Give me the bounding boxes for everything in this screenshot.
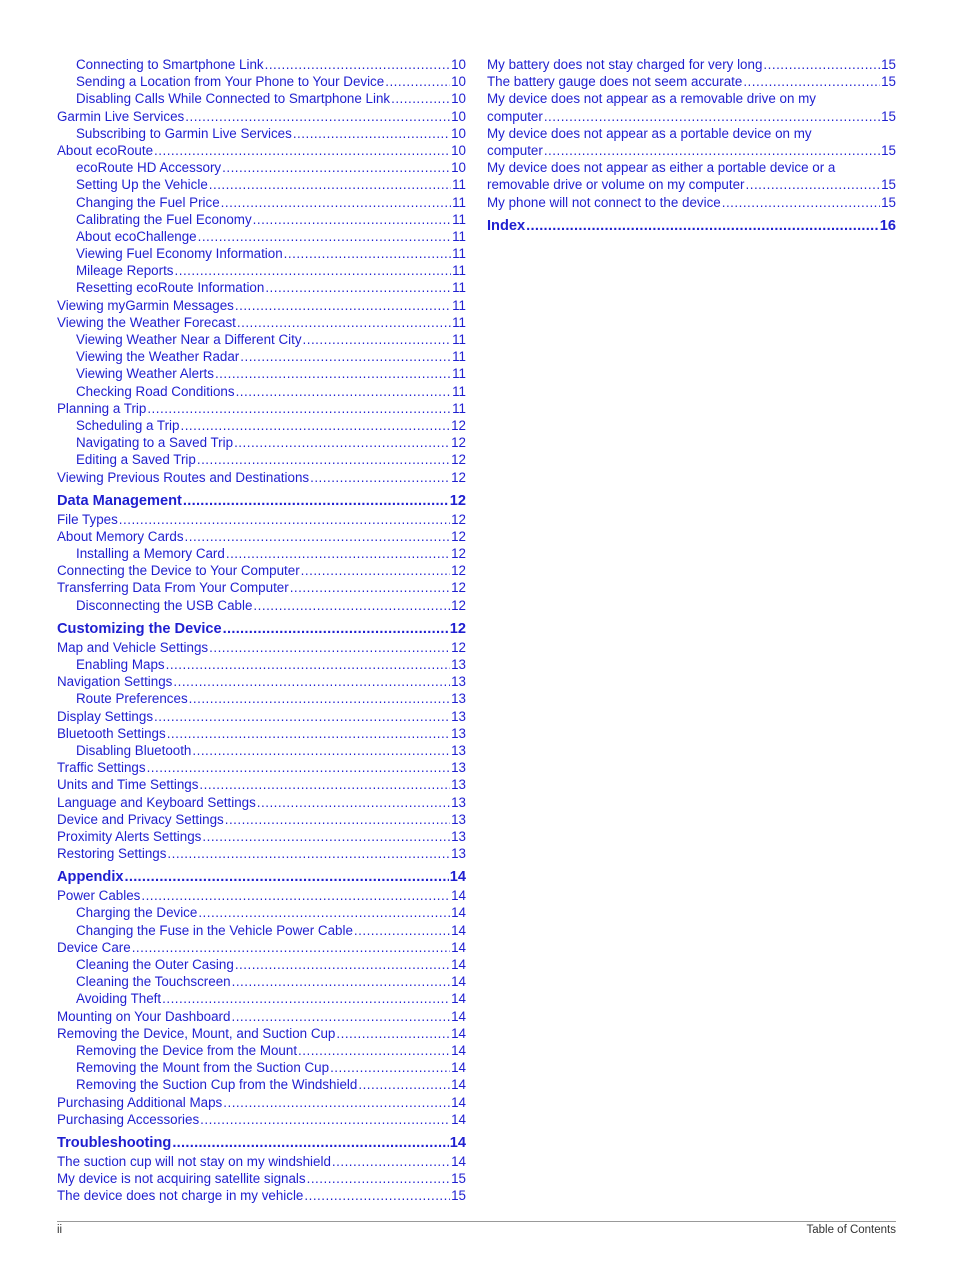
toc-entry[interactable] [57, 245, 466, 262]
dot-leader [154, 142, 450, 159]
toc-entry-title: About ecoChallenge [76, 228, 197, 244]
dot-leader [354, 922, 450, 939]
dot-leader [225, 811, 450, 828]
dot-leader [202, 828, 450, 845]
toc-entry-page: 13 [451, 725, 466, 741]
toc-entry-title: Disconnecting the USB Cable [76, 597, 253, 613]
toc-entry[interactable] [57, 262, 466, 279]
toc-entry-page: 14 [449, 869, 466, 886]
toc-entry-title: Resetting ecoRoute Information [76, 280, 265, 296]
toc-entry[interactable] [57, 673, 466, 690]
toc-entry-title: Sending a Location from Your Phone to Your Device [76, 74, 385, 90]
toc-entry-page: 14 [451, 1077, 466, 1093]
toc-entry-page: 13 [451, 657, 466, 672]
toc-entry-title: Connecting to Smartphone Link [76, 57, 264, 72]
toc-entry[interactable] [487, 73, 896, 90]
dot-leader [226, 545, 450, 562]
toc-entry-page: 12 [451, 639, 466, 655]
toc-entry-title: Subscribing to Garmin Live Services [76, 125, 292, 141]
toc-entry[interactable] [57, 142, 466, 159]
toc-entry-page: 11 [452, 349, 466, 365]
toc-entry-page: 14 [451, 1111, 466, 1127]
toc-entry[interactable] [57, 159, 466, 176]
toc-entry-title: Setting Up the Vehicle [76, 177, 208, 193]
toc-section-heading[interactable] [57, 491, 466, 511]
toc-entry[interactable] [487, 159, 896, 193]
toc-entry-page: 10 [451, 142, 466, 158]
toc-entry-page: 12 [451, 546, 466, 562]
toc-entry-title: Mileage Reports [76, 263, 174, 279]
dot-leader [336, 1025, 450, 1042]
dot-leader [358, 1076, 450, 1093]
toc-entry-page: 15 [881, 74, 896, 90]
toc-entry-title: Cleaning the Touchscreen [76, 974, 231, 990]
toc-entry-page: 14 [451, 1153, 466, 1169]
toc-entry[interactable] [57, 845, 466, 862]
toc-entry-title: Changing the Fuse in the Vehicle Power Cable [76, 922, 353, 938]
toc-entry-page: 12 [451, 580, 466, 596]
toc-entry-page: 12 [451, 435, 466, 451]
toc-entry-page: 13 [451, 691, 466, 707]
toc-entry-page: 11 [452, 211, 466, 227]
dot-leader [223, 619, 449, 639]
dot-leader [304, 1187, 450, 1204]
dot-leader [173, 673, 450, 690]
toc-entry-page: 11 [452, 246, 466, 262]
toc-entry-page: 11 [452, 194, 466, 210]
toc-entry[interactable] [57, 1187, 466, 1204]
dot-leader [185, 528, 451, 545]
dot-leader [167, 725, 450, 742]
toc-entry[interactable] [57, 656, 466, 673]
dot-leader [743, 73, 880, 90]
toc-entry[interactable] [57, 776, 466, 793]
toc-entry[interactable] [57, 211, 466, 228]
toc-entry[interactable] [57, 314, 466, 331]
toc-entry[interactable] [487, 125, 896, 159]
toc-entry-title: computer [487, 108, 543, 124]
toc-section-heading[interactable] [57, 619, 466, 639]
toc-entry-title: The battery gauge does not seem accurate [487, 74, 743, 90]
dot-leader [162, 990, 450, 1007]
toc-entry-page: 13 [451, 674, 466, 690]
toc-entry-page: 14 [451, 1008, 466, 1024]
toc-entry-page: 13 [451, 760, 466, 776]
dot-leader [391, 90, 450, 107]
dot-leader [257, 794, 450, 811]
toc-entry[interactable] [57, 742, 466, 759]
footer-page-number: ii [57, 1224, 63, 1236]
dot-leader [185, 108, 450, 125]
toc-entry[interactable] [57, 1059, 466, 1076]
toc-entry-title: Data Management [57, 492, 182, 509]
footer-section-title: Table of Contents [806, 1224, 896, 1236]
toc-entry-page: 11 [452, 280, 466, 296]
toc-entry-page: 10 [451, 125, 466, 141]
toc-entry-title: Disabling Calls While Connected to Smartphone Link [76, 91, 391, 107]
dot-leader [265, 279, 451, 296]
toc-entry[interactable] [57, 417, 466, 434]
dot-leader [290, 579, 450, 596]
toc-entry[interactable] [57, 279, 466, 296]
toc-entry-title: Troubleshooting [57, 1134, 172, 1151]
toc-entry[interactable] [57, 973, 466, 990]
toc-entry[interactable] [487, 194, 896, 211]
toc-entry-title: My device is not acquiring satellite signals [57, 1171, 306, 1187]
dot-leader [234, 434, 450, 451]
dot-leader [223, 1094, 450, 1111]
toc-entry-page: 14 [451, 1094, 466, 1110]
toc-entry-title: Avoiding Theft [76, 991, 162, 1007]
dot-leader [209, 176, 451, 193]
dot-leader [189, 690, 450, 707]
dot-leader [124, 867, 448, 887]
toc-entry-page: 14 [451, 957, 466, 972]
dot-leader [293, 125, 450, 142]
toc-entry[interactable] [57, 811, 466, 828]
toc-entry-title: Connecting the Device to Your Computer [57, 563, 300, 579]
toc-entry[interactable] [57, 1025, 466, 1042]
dot-leader [147, 400, 451, 417]
toc-entry-title: Device Care [57, 939, 131, 955]
toc-entry-page: 11 [452, 332, 466, 347]
dot-leader [175, 262, 452, 279]
toc-entry-page: 12 [451, 597, 466, 613]
toc-entry-page: 12 [451, 417, 466, 433]
toc-entry-page: 12 [451, 452, 466, 468]
dot-leader [197, 451, 450, 468]
toc-entry-page: 15 [451, 1188, 466, 1204]
dot-leader [385, 73, 450, 90]
toc-entry[interactable] [57, 1008, 466, 1025]
toc-entry-page: 10 [451, 57, 466, 72]
toc-entry-page: 13 [451, 708, 466, 724]
toc-entry[interactable] [57, 1170, 466, 1187]
dot-leader [240, 348, 451, 365]
dot-leader [284, 245, 451, 262]
toc-entry[interactable] [57, 56, 466, 73]
toc-right-column [487, 56, 896, 236]
dot-leader [209, 639, 450, 656]
toc-entry[interactable] [487, 56, 896, 73]
toc-entry-page: 13 [451, 811, 466, 827]
dot-leader [147, 759, 451, 776]
toc-entry-page: 11 [452, 400, 466, 416]
toc-entry-title: Enabling Maps [76, 657, 165, 672]
toc-entry[interactable] [57, 365, 466, 382]
toc-entry-title: My device does not appear as a portable device on my [487, 125, 812, 141]
toc-entry[interactable] [57, 297, 466, 314]
toc-entry[interactable] [57, 434, 466, 451]
toc-entry-page: 16 [879, 217, 896, 234]
toc-entry-title: About ecoRoute [57, 142, 154, 158]
toc-entry[interactable] [57, 597, 466, 614]
dot-leader [119, 511, 450, 528]
toc-entry[interactable] [57, 1094, 466, 1111]
dot-leader [330, 1059, 450, 1076]
toc-entry[interactable] [57, 451, 466, 468]
toc-entry-page: 11 [452, 383, 466, 399]
toc-entry-title: ecoRoute HD Accessory [76, 160, 222, 176]
toc-entry-page: 11 [452, 314, 466, 330]
toc-entry-title: Removing the Suction Cup from the Windshield [76, 1077, 358, 1093]
toc-entry-page: 13 [451, 828, 466, 844]
toc-entry-title: Map and Vehicle Settings [57, 639, 209, 655]
toc-entry[interactable] [57, 90, 466, 107]
toc-entry-page: 14 [451, 922, 466, 938]
toc-entry-page: 15 [881, 57, 896, 72]
dot-leader [722, 194, 880, 211]
toc-entry-title: Bluetooth Settings [57, 725, 166, 741]
toc-entry-title: The device does not charge in my vehicle [57, 1188, 304, 1204]
toc-entry[interactable] [57, 528, 466, 545]
toc-entry-page: 13 [451, 777, 466, 793]
dot-leader [167, 845, 450, 862]
toc-entry-title: My device does not appear as either a portable device or a [487, 160, 836, 176]
dot-leader [231, 1008, 450, 1025]
dot-leader [200, 1111, 450, 1128]
toc-entry-page: 12 [451, 563, 466, 579]
toc-entry-title: Purchasing Accessories [57, 1111, 200, 1127]
toc-entry-title: Changing the Fuel Price [76, 194, 220, 210]
toc-entry[interactable] [57, 228, 466, 245]
dot-leader [141, 887, 450, 904]
toc-entry-page: 14 [451, 905, 466, 921]
toc-entry-title: Navigating to a Saved Trip [76, 435, 234, 451]
toc-entry-title: Route Preferences [76, 691, 188, 707]
toc-entry-title: My phone will not connect to the device [487, 194, 721, 210]
toc-entry[interactable] [57, 1076, 466, 1093]
toc-entry-page: 14 [451, 1042, 466, 1058]
toc-entry[interactable] [57, 1042, 466, 1059]
toc-entry-title: Installing a Memory Card [76, 546, 225, 562]
toc-entry-title: The suction cup will not stay on my windshield [57, 1153, 331, 1169]
toc-entry-title: File Types [57, 511, 118, 527]
dot-leader [198, 228, 451, 245]
dot-leader [222, 159, 450, 176]
toc-entry-page: 15 [451, 1171, 466, 1187]
toc-entry-title: Viewing the Weather Forecast [57, 314, 236, 330]
dot-leader [215, 365, 451, 382]
toc-entry[interactable] [487, 90, 896, 124]
toc-entry[interactable] [57, 545, 466, 562]
dot-leader [746, 176, 881, 193]
dot-leader [253, 211, 451, 228]
toc-entry-title: Device and Privacy Settings [57, 811, 224, 827]
toc-entry[interactable] [57, 725, 466, 742]
toc-entry[interactable] [57, 125, 466, 142]
dot-leader [526, 216, 879, 236]
toc-entry[interactable] [57, 331, 466, 348]
toc-entry-title: Disabling Bluetooth [76, 742, 192, 758]
dot-leader [265, 56, 451, 73]
toc-entry-page: 12 [449, 492, 466, 509]
toc-entry-title: Removing the Mount from the Suction Cup [76, 1060, 330, 1076]
dot-leader [236, 383, 452, 400]
toc-entry-title: Calibrating the Fuel Economy [76, 211, 252, 227]
toc-entry[interactable] [57, 579, 466, 596]
dot-leader [235, 297, 451, 314]
toc-entry-title: Charging the Device [76, 905, 198, 921]
toc-entry-page: 14 [451, 991, 466, 1007]
toc-entry-page: 10 [451, 74, 466, 90]
toc-entry-title: About Memory Cards [57, 528, 184, 544]
dot-leader [303, 331, 452, 348]
toc-entry[interactable] [57, 383, 466, 400]
toc-entry[interactable] [57, 690, 466, 707]
toc-entry[interactable] [57, 348, 466, 365]
toc-entry[interactable] [57, 904, 466, 921]
toc-entry-title: Editing a Saved Trip [76, 452, 196, 468]
toc-entry[interactable] [57, 562, 466, 579]
toc-entry[interactable] [57, 469, 466, 486]
toc-section-heading[interactable] [487, 216, 896, 236]
toc-entry-page: 14 [451, 939, 466, 955]
toc-entry-title: Removing the Device from the Mount [76, 1042, 298, 1058]
dot-leader [192, 742, 450, 759]
toc-entry[interactable] [57, 990, 466, 1007]
dot-leader [132, 939, 450, 956]
toc-entry-page: 14 [451, 974, 466, 990]
toc-entry-page: 13 [451, 794, 466, 810]
dot-leader [310, 469, 450, 486]
footer-divider [57, 1221, 896, 1222]
toc-entry-page: 10 [451, 160, 466, 176]
toc-entry-title: Restoring Settings [57, 846, 167, 862]
toc-entry-title: removable drive or volume on my computer [487, 177, 745, 193]
toc-entry-title: Power Cables [57, 888, 141, 904]
toc-entry-title: computer [487, 142, 543, 158]
toc-entry-page: 10 [451, 108, 466, 124]
toc-entry-title: Mounting on Your Dashboard [57, 1008, 231, 1024]
dot-leader [183, 491, 449, 511]
toc-entry-title: Viewing the Weather Radar [76, 349, 240, 365]
toc-entry-page: 13 [451, 846, 466, 862]
dot-leader [237, 314, 451, 331]
toc-entry[interactable] [57, 176, 466, 193]
toc-entry-title: Planning a Trip [57, 400, 147, 416]
dot-leader [301, 562, 450, 579]
dot-leader [298, 1042, 450, 1059]
toc-entry[interactable] [57, 108, 466, 125]
toc-entry[interactable] [57, 708, 466, 725]
dot-leader [172, 1133, 448, 1153]
toc-entry[interactable] [57, 1153, 466, 1170]
toc-entry-page: 14 [451, 1025, 466, 1041]
toc-entry[interactable] [57, 1111, 466, 1128]
toc-entry-title: Viewing myGarmin Messages [57, 297, 234, 313]
dot-leader [763, 56, 880, 73]
toc-entry-page: 15 [881, 108, 896, 124]
toc-entry-title: Traffic Settings [57, 760, 146, 776]
dot-leader [332, 1153, 450, 1170]
toc-entry-page: 14 [451, 1060, 466, 1076]
toc-entry-page: 11 [452, 177, 466, 193]
dot-leader [180, 417, 450, 434]
toc-entry-title: Checking Road Conditions [76, 383, 235, 399]
toc-entry[interactable] [57, 922, 466, 939]
toc-entry-page: 12 [451, 528, 466, 544]
toc-entry[interactable] [57, 400, 466, 417]
toc-entry-title: Garmin Live Services [57, 108, 185, 124]
toc-entry-title: Index [487, 217, 526, 234]
toc-entry-title: My battery does not stay charged for very long [487, 57, 763, 72]
toc-entry-page: 11 [452, 366, 466, 382]
dot-leader [199, 776, 450, 793]
toc-entry-title: Language and Keyboard Settings [57, 794, 256, 810]
toc-entry-title: Viewing Previous Routes and Destinations [57, 469, 310, 485]
toc-entry-title: Purchasing Additional Maps [57, 1094, 223, 1110]
toc-entry-page: 12 [449, 620, 466, 637]
dot-leader [198, 904, 450, 921]
toc-entry[interactable] [57, 794, 466, 811]
toc-entry-title: Viewing Fuel Economy Information [76, 246, 283, 262]
toc-entry-title: Removing the Device, Mount, and Suction Cup [57, 1025, 336, 1041]
toc-entry-title: Transferring Data From Your Computer [57, 580, 289, 596]
toc-entry-page: 14 [451, 888, 466, 904]
dot-leader [307, 1170, 451, 1187]
toc-entry[interactable] [57, 828, 466, 845]
toc-entry-title: My device does not appear as a removable drive on my [487, 91, 816, 107]
dot-leader [232, 973, 451, 990]
toc-entry[interactable] [57, 511, 466, 528]
toc-entry[interactable] [57, 956, 466, 973]
toc-section-heading[interactable] [57, 867, 466, 887]
toc-entry-title: Appendix [57, 869, 124, 886]
toc-entry[interactable] [57, 759, 466, 776]
dot-leader [154, 708, 450, 725]
toc-entry-title: Units and Time Settings [57, 777, 199, 793]
toc-entry-page: 13 [451, 742, 466, 758]
toc-entry-page: 11 [452, 228, 466, 244]
toc-entry-title: Scheduling a Trip [76, 417, 180, 433]
toc-entry-title: Cleaning the Outer Casing [76, 957, 234, 972]
toc-entry-title: Navigation Settings [57, 674, 173, 690]
dot-leader [235, 956, 450, 973]
toc-entry-page: 14 [449, 1134, 466, 1151]
toc-entry-title: Proximity Alerts Settings [57, 828, 202, 844]
toc-entry-title: Viewing Weather Alerts [76, 366, 214, 382]
toc-entry-title: Viewing Weather Near a Different City [76, 332, 302, 347]
toc-entry-page: 11 [452, 297, 466, 313]
toc-entry-page: 10 [451, 91, 466, 107]
toc-entry-page: 15 [881, 194, 896, 210]
toc-entry[interactable] [57, 887, 466, 904]
dot-leader [544, 108, 880, 125]
toc-entry[interactable] [57, 73, 466, 90]
toc-entry-page: 11 [452, 263, 466, 279]
dot-leader [221, 194, 451, 211]
toc-entry-title: Customizing the Device [57, 620, 222, 637]
toc-entry-page: 12 [451, 511, 466, 527]
toc-section-heading[interactable] [57, 1133, 466, 1153]
dot-leader [166, 656, 451, 673]
toc-entry-page: 15 [881, 142, 896, 158]
toc-entry-page: 15 [881, 177, 896, 193]
toc-left-column [57, 56, 466, 1204]
dot-leader [253, 597, 450, 614]
toc-entry[interactable] [57, 194, 466, 211]
toc-entry-page: 12 [451, 469, 466, 485]
dot-leader [544, 142, 880, 159]
toc-entry[interactable] [57, 939, 466, 956]
toc-entry[interactable] [57, 639, 466, 656]
toc-entry-title: Display Settings [57, 708, 154, 724]
